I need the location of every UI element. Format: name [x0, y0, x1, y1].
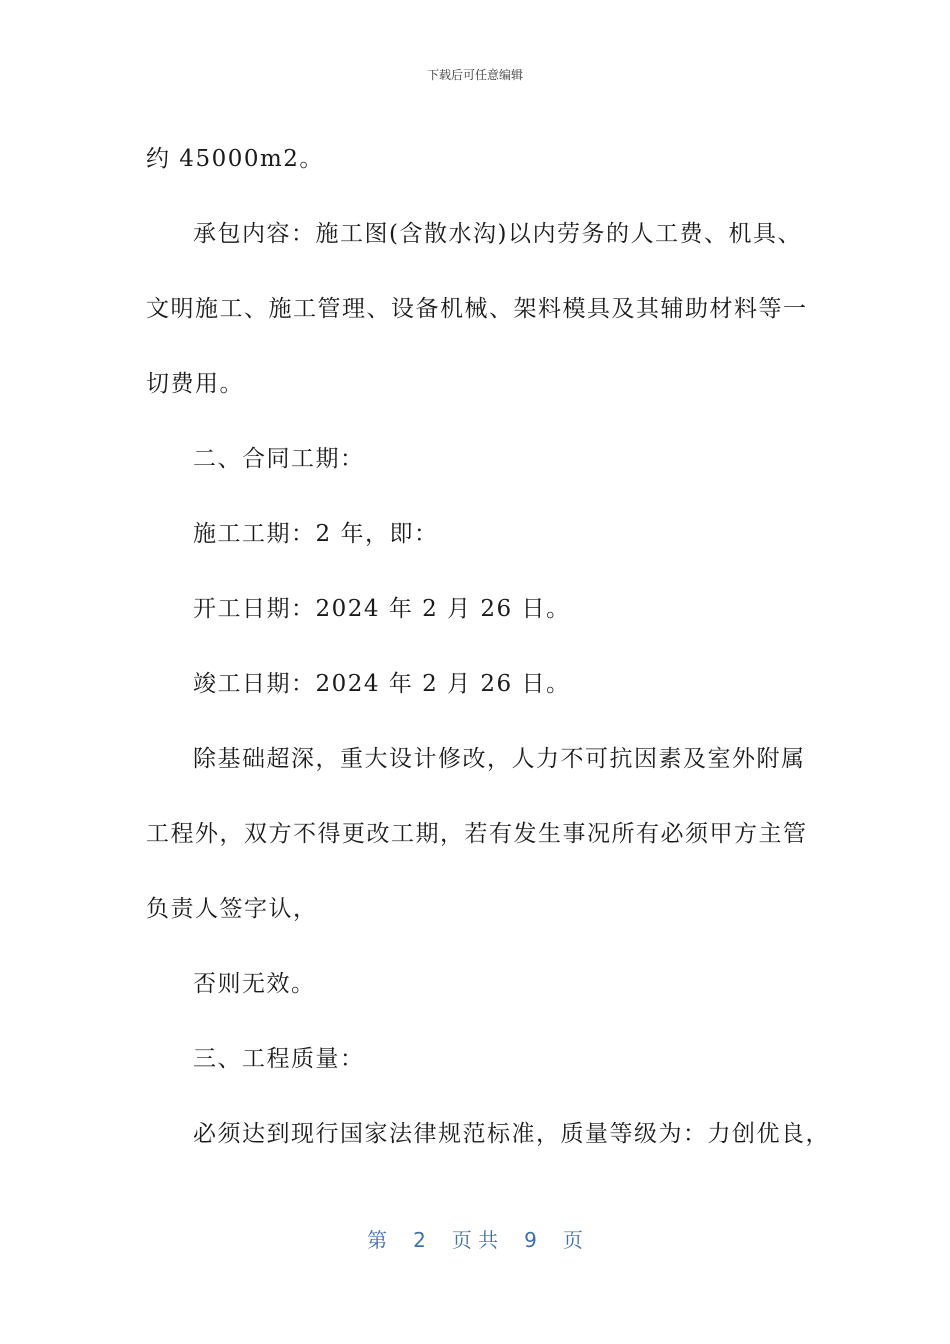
footer-total-pages: 9: [524, 1228, 537, 1252]
footer-prefix: 第: [367, 1228, 388, 1252]
paragraph-line: 工程外，双方不得更改工期，若有发生事况所有必须甲方主管: [146, 821, 808, 847]
paragraph-line: 竣工日期：2024 年 2 月 26 日。: [193, 671, 571, 697]
document-body: [146, 122, 830, 1172]
paragraph-line: 除基础超深，重大设计修改，人力不可抗因素及室外附属: [193, 746, 806, 772]
paragraph-line: 承包内容：施工图(含散水沟)以内劳务的人工费、机具、: [193, 221, 802, 247]
paragraph-line: 负责人签字认，: [146, 896, 318, 922]
paragraph-line: 文明施工、施工管理、设备机械、架料模具及其辅助材料等一: [146, 296, 808, 322]
paragraph-line: 约 45000m2。: [146, 146, 324, 172]
page-header-note: 下载后可任意编辑: [426, 68, 523, 82]
section-heading: 二、合同工期：: [193, 446, 365, 472]
paragraph-line: 开工日期：2024 年 2 月 26 日。: [193, 596, 571, 622]
footer-suffix: 页: [562, 1228, 583, 1252]
footer-middle: 页 共: [451, 1228, 499, 1252]
paragraph-line: 施工工期：2 年，即：: [193, 521, 439, 547]
footer-current-page: 2: [413, 1228, 426, 1252]
paragraph-line: 否则无效。: [193, 971, 316, 997]
section-heading: 三、工程质量：: [193, 1046, 365, 1072]
paragraph-line: 必须达到现行国家法律规范标准，质量等级为：力创优良，: [193, 1121, 830, 1147]
page-footer: [0, 1224, 950, 1253]
paragraph-line: 切费用。: [146, 371, 244, 397]
